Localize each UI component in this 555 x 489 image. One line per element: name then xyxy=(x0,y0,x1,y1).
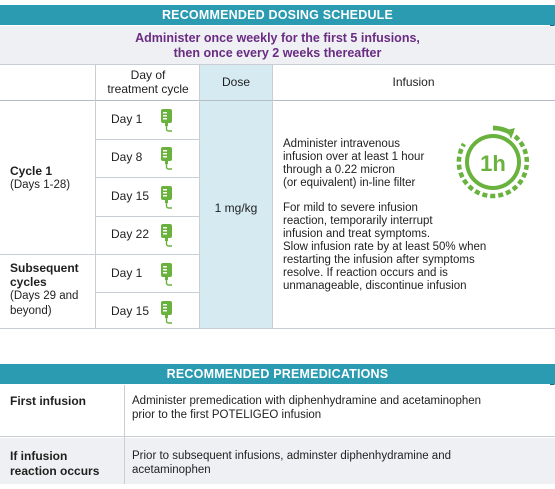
day-label: Day 15 xyxy=(111,304,150,318)
premed-text-line: acetaminophen xyxy=(132,464,211,476)
subsequent-days-line-1: (Days 29 and xyxy=(10,290,79,302)
infusion-line: through a 0.22 micron xyxy=(283,164,395,176)
day-row xyxy=(96,293,199,331)
dose-column-header: Dose xyxy=(200,64,272,100)
iv-bag-icon xyxy=(160,185,173,209)
iv-bag-icon xyxy=(160,108,173,132)
premed-label: First infusion xyxy=(10,394,86,408)
day-row xyxy=(96,101,199,139)
day-row xyxy=(96,216,199,254)
premed-row-infusion-reaction xyxy=(0,438,555,484)
grid-line xyxy=(0,328,555,329)
premedications-banner: RECOMMENDED PREMEDICATIONS xyxy=(0,364,555,384)
grid-line xyxy=(272,64,273,328)
schedule-subtitle xyxy=(0,26,555,64)
day-row xyxy=(96,255,199,293)
cycle-1-title: Cycle 1 xyxy=(10,164,53,178)
subsequent-cycles-label xyxy=(10,261,79,319)
infusion-line: (or equivalent) in-line filter xyxy=(283,177,416,189)
premed-text-line: Prior to subsequent infusions, adminster diphenhydramine and xyxy=(132,450,451,462)
grid-line xyxy=(199,64,200,328)
premed-label-line: reaction occurs xyxy=(10,464,100,478)
grid-line xyxy=(0,254,96,255)
infusion-line: unmanageable, discontinue infusion xyxy=(283,280,467,292)
grid-line xyxy=(0,100,555,101)
premed-text-line: prior to the first POTELIGEO infusion xyxy=(132,409,322,421)
dose-value: 1 mg/kg xyxy=(214,201,258,215)
iv-bag-icon xyxy=(160,223,173,247)
day-label: Day 1 xyxy=(111,266,143,280)
premed-label-line: If infusion xyxy=(10,449,68,463)
premed-text xyxy=(132,394,547,422)
dosing-schedule-banner: RECOMMENDED DOSING SCHEDULE xyxy=(0,5,555,25)
grid-line xyxy=(124,385,125,484)
day-row xyxy=(96,139,199,177)
day-row xyxy=(96,178,199,216)
infusion-line: restarting the infusion after symptoms xyxy=(283,254,475,266)
subsequent-title-line-1: Subsequent xyxy=(10,261,79,275)
premed-label xyxy=(10,449,99,479)
premed-text-line: Administer premedication with diphenhydramine and acetaminophen xyxy=(132,395,482,407)
clock-1h-icon xyxy=(453,121,533,201)
subsequent-days-line-2: beyond) xyxy=(10,305,52,317)
cycle-1-days: (Days 1-28) xyxy=(10,179,71,191)
day-label: Day 22 xyxy=(111,227,150,241)
day-header-line-2: treatment cycle xyxy=(107,82,189,96)
iv-bag-icon xyxy=(160,146,173,170)
cycle-1-label xyxy=(10,164,70,193)
premed-row-first-infusion xyxy=(0,385,555,437)
iv-bag-icon xyxy=(160,262,173,286)
day-label: Day 1 xyxy=(111,112,143,126)
subtitle-line-2: then once every 2 weeks thereafter xyxy=(173,46,382,60)
infusion-line: reaction, temporarily interrupt xyxy=(283,215,433,227)
day-header-line-1: Day of xyxy=(130,68,166,82)
iv-bag-icon xyxy=(160,300,173,324)
infusion-line: For mild to severe infusion xyxy=(283,202,418,214)
subsequent-title-line-2: cycles xyxy=(10,275,47,289)
infusion-line: Administer intravenous xyxy=(283,138,400,150)
subtitle-line-1: Administer once weekly for the first 5 infusions, xyxy=(135,31,420,45)
infusion-reaction-instructions xyxy=(283,202,486,293)
infusion-line: Slow infusion rate by at least 50% when xyxy=(283,241,487,253)
clock-label: 1h xyxy=(480,151,506,176)
infusion-line: infusion and treat symptoms. xyxy=(283,228,431,240)
infusion-column-header: Infusion xyxy=(392,75,435,89)
day-label: Day 15 xyxy=(111,189,150,203)
infusion-line: resolve. If reaction occurs and is xyxy=(283,267,448,279)
infusion-line: infusion over at least 1 hour xyxy=(283,151,425,163)
day-label: Day 8 xyxy=(111,150,143,164)
dose-column xyxy=(200,100,272,328)
grid-line xyxy=(0,64,555,65)
premed-text xyxy=(132,449,547,477)
infusion-instructions xyxy=(283,138,424,190)
day-column-header xyxy=(96,64,200,100)
